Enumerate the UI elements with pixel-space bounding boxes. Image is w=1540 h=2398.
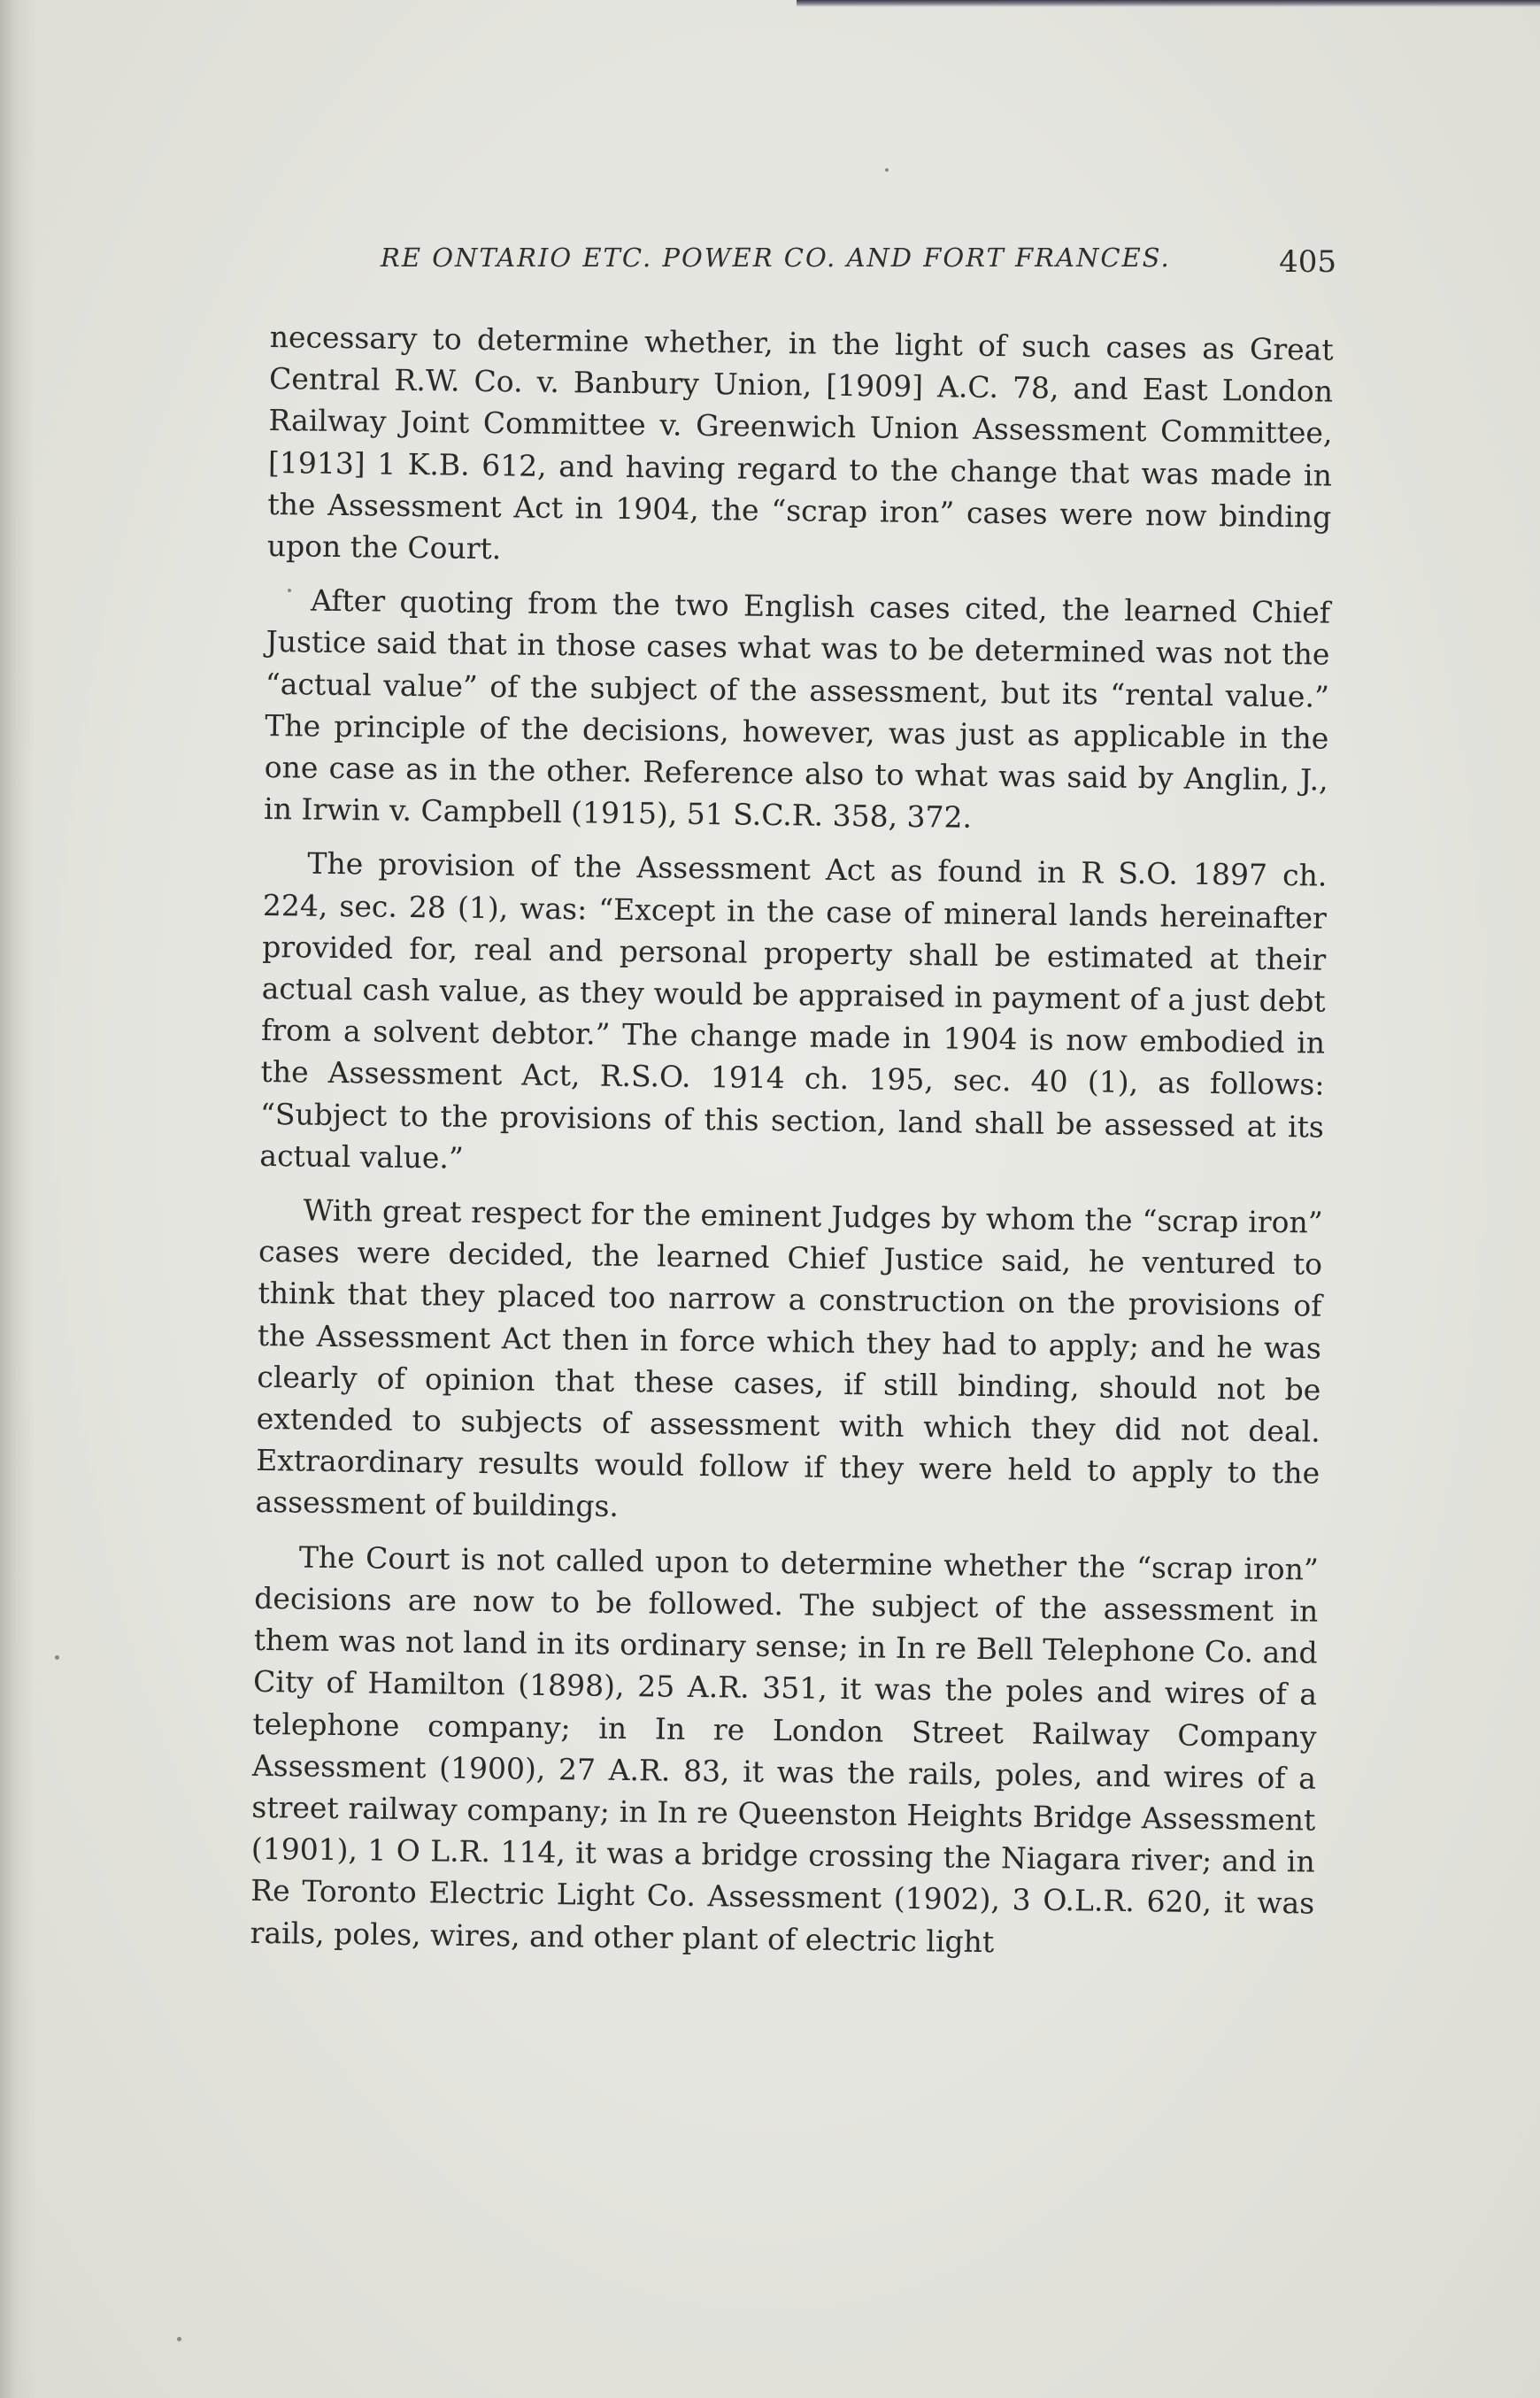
paper-speck: [885, 168, 889, 172]
body-text: [250, 316, 1334, 1978]
paper-speck: [177, 2337, 181, 2341]
running-header: [266, 239, 1336, 292]
paragraph-court-not-called: The Court is not called upon to determine whether the “scrap iron” decisions are now to be followed. The subject of the assessment in them was not land in its ordinary sense; in In re Bell Telephone Co. and City of Hamilton (1898), 25 A.R. 351, it was the poles and wires of a telephone company; in In re London Street Railway Company Assessment (1900), 27 A.R. 83, it was the rails, poles, and wires of a street railway company; in In re Queenston Heights Bridge Assessment (1901), 1 O L.R. 114, it was a bridge crossing the Niagara river; and in Re Toronto Electric Light Co. Assessment (1902), 3 O.L.R. 620, it was rails, poles, wires, and other plant of electric light: [250, 1539, 1320, 1959]
paper-speck: [288, 589, 291, 592]
binding-shadow: [0, 0, 35, 2398]
paragraph-scrap-iron-cases: With great respect for the eminent Judges by whom the “scrap iron” cases were decided, the learned Chief Justice said, he ventured to think that they placed too narrow a construction on the provisions of the Assessment Act then in force which they had to apply; and he was clearly of opinion that these cases, if still binding, should not be extended to subjects of assessment with which they did not deal. Extraordinary results would follow if they were held to apply to the assessment of buildings.: [255, 1192, 1323, 1524]
page-number: 405: [1279, 244, 1336, 280]
paper-speck: [55, 1655, 59, 1660]
page-top-edge: [797, 0, 1540, 7]
running-title: RE ONTARIO ETC. POWER CO. AND FORT FRANCES.: [381, 243, 1171, 273]
paragraph-assessment-act: The provision of the Assessment Act as found in R S.O. 1897 ch. 224, sec. 28 (1), was: “Except in the case of mineral lands hereinafter provided for, real and personal property shall be estimated at their actual cash value, as they would be appraised in payment of a just debt from a solvent debtor.” The change made in 1904 is now embodied in the Assessment Act, R.S.O. 1914 ch. 195, sec. 40 (1), as follows: “Subject to the provisions of this section, land shall be assessed at its actual value.”: [259, 846, 1328, 1176]
paragraph-english-cases: After quoting from the two English cases cited, the learned Chief Justice said that in those cases what was to be determined was not the “actual value” of the subject of the assessment, but its “rental value.” The principle of the decisions, however, was just as applicable in the one case as in the other. Reference also to what was said by Anglin, J., in Irwin v. Campbell (1915), 51 S.C.R. 358, 372.: [263, 582, 1331, 835]
paragraph-continuation: necessary to determine whether, in the light of such cases as Great Central R.W. Co. v. Banbury Union, [1909] A.C. 78, and East London Railway Joint Committee v. Greenwich Union Assessment Committee, [1913] 1 K.B. 612, and having regard to the change that was made in the Assessment Act in 1904, the “scrap iron” cases were now binding upon the Court.: [266, 319, 1334, 567]
